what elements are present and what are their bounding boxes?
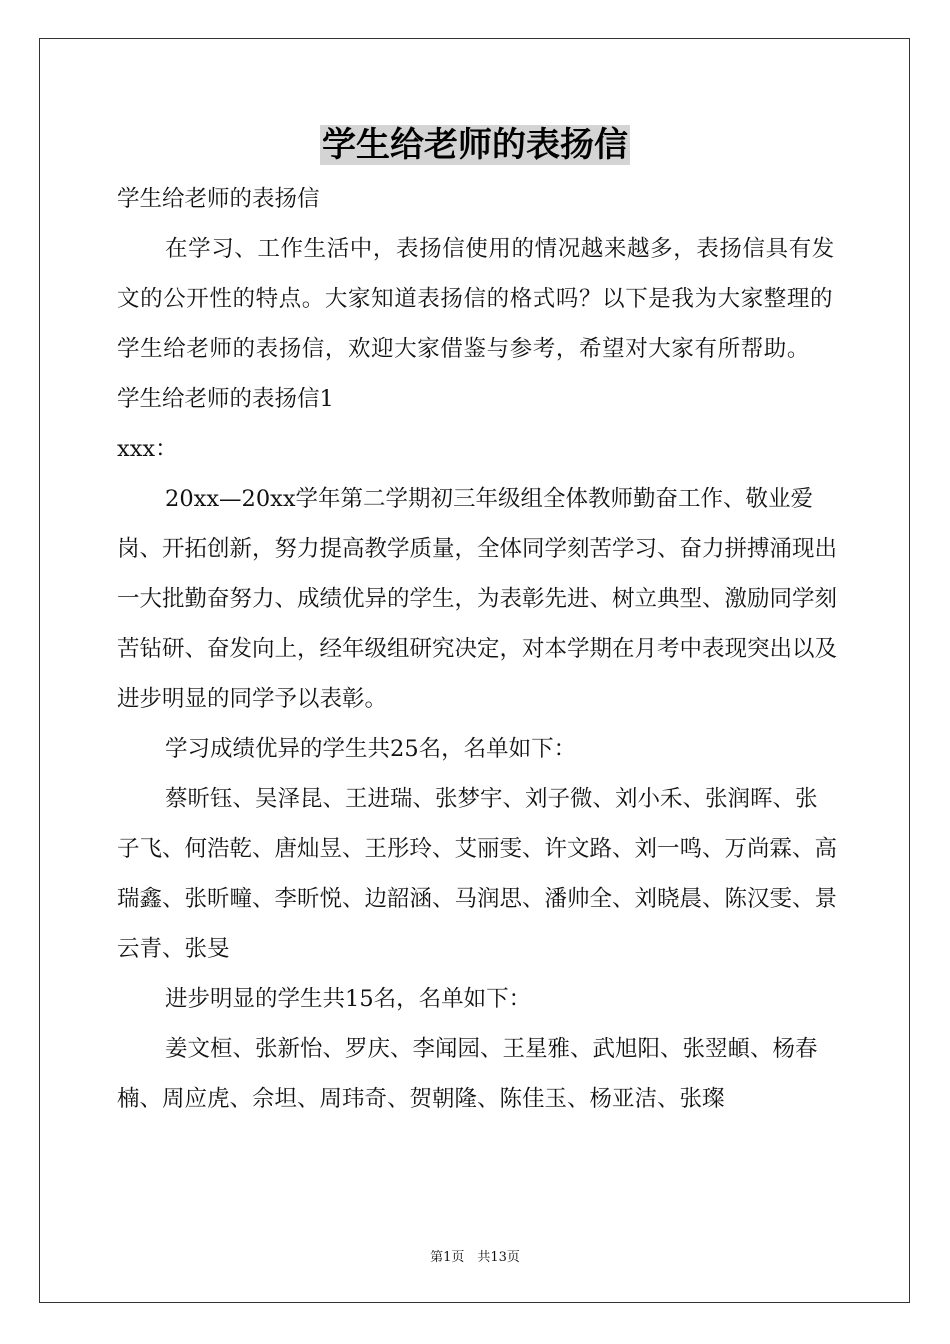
paragraph-progress-heading: 进步明显的学生共15名，名单如下： <box>165 986 532 1012</box>
paragraph-salutation: xxx： <box>117 436 178 462</box>
document-title <box>0 122 950 168</box>
paragraph-body: 20xx—20xx学年第二学期初三年级组全体教师勤奋工作、敬业爱岗、开拓创新，努力提高教学质量，全体同学刻苦学习、奋力拼搏涌现出一大批勤奋努力、成绩优异的学生，为表彰先进、树立典型、激励同学刻苦钻研、奋发向上，经年级组研究决定，对本学期在月考中表现突出以及进步明显的同学予以表彰。 <box>117 486 838 712</box>
paragraph-subtitle: 学生给老师的表扬信 <box>117 186 320 212</box>
document-body <box>117 174 837 1124</box>
title-text: 学生给老师的表扬信 <box>322 125 628 165</box>
paragraph-excellent-heading: 学习成绩优异的学生共25名，名单如下： <box>165 736 577 762</box>
page-footer: 第1页 共13页 <box>430 1250 520 1265</box>
paragraph-letter-heading: 学生给老师的表扬信1 <box>117 386 334 412</box>
paragraph-excellent-list: 蔡昕钰、吴泽昆、王进瑞、张梦宇、刘子微、刘小禾、张润晖、张子飞、何浩乾、唐灿昱、王彤玲、艾丽雯、许文路、刘一鸣、万尚霖、高瑞鑫、张昕疃、李昕悦、边韶涵、马润思、潘帅全、刘晓晨、陈汉雯、景云青、张旻 <box>117 786 838 962</box>
paragraph-intro: 在学习、工作生活中，表扬信使用的情况越来越多，表扬信具有发文的公开性的特点。大家知道表扬信的格式吗？以下是我为大家整理的学生给老师的表扬信，欢迎大家借鉴与参考，希望对大家有所帮助。 <box>117 236 835 362</box>
paragraph-progress-list: 姜文桓、张新怡、罗庆、李闻园、王星雅、武旭阳、张翌頔、杨春楠、周应虎、佘坦、周玮奇、贺朝隆、陈佳玉、杨亚洁、张璨 <box>117 1036 818 1112</box>
